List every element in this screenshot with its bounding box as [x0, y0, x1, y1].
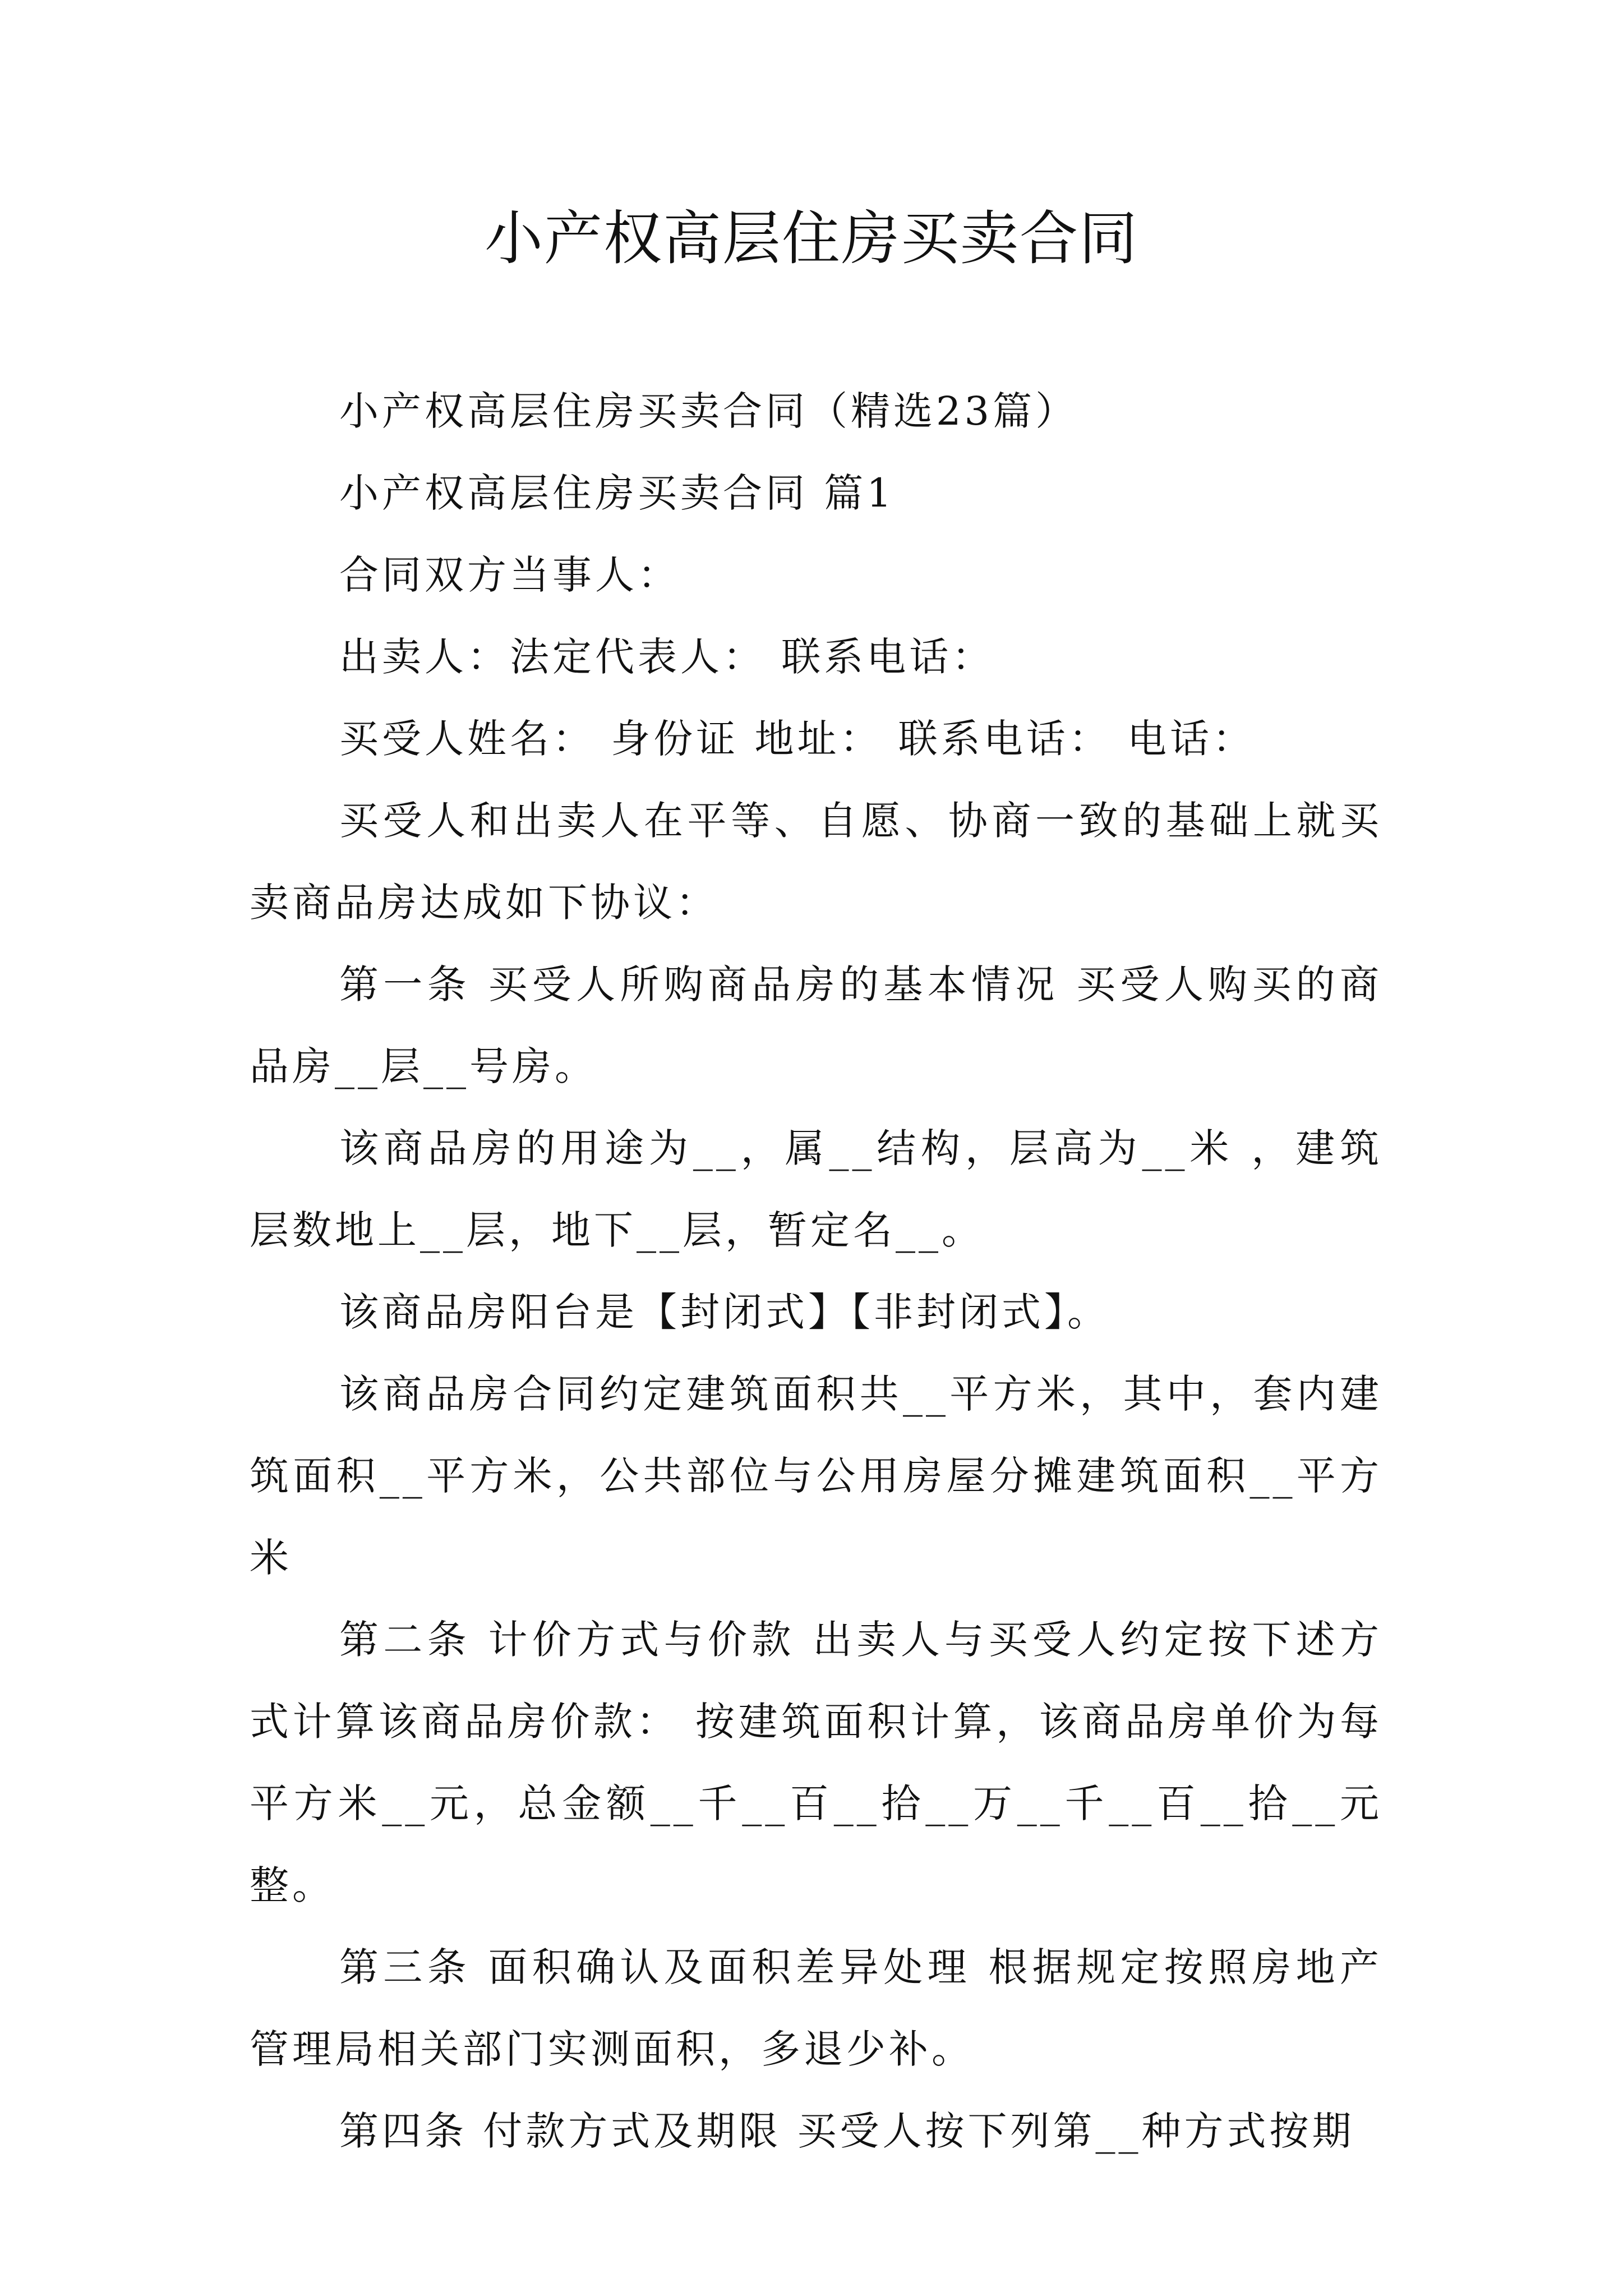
paragraph-area: 该商品房合同约定建筑面积共__平方米，其中，套内建筑面积__平方米，公共部位与公用房屋分摊建筑面积__平方米 — [250, 1371, 1382, 1581]
paragraph-parties: 合同双方当事人： — [339, 552, 680, 598]
paragraph-article-4: 第四条 付款方式及期限 买受人按下列第__种方式按期 — [339, 2108, 1355, 2154]
paragraph-article-2: 第二条 计价方式与价款 出卖人与买受人约定按下述方式计算该商品房价款： 按建筑面积计算，该商品房单价为每平方米__元，总金额__千__百__拾__万__千__百__拾__元整。 — [250, 1617, 1382, 1908]
paragraph-article-3: 第三条 面积确认及面积差异处理 根据规定按照房地产管理局相关部门实测面积，多退少补。 — [250, 1944, 1382, 2072]
paragraph-article-1: 第一条 买受人所购商品房的基本情况 买受人购买的商品房__层__号房。 — [250, 961, 1382, 1089]
paragraph-usage: 该商品房的用途为__，属__结构，层高为__米 ，建筑层数地上__层，地下__层，暂定名__。 — [250, 1125, 1382, 1253]
document-body — [250, 370, 1382, 2172]
paragraph-subtitle: 小产权高层住房买卖合同（精选23篇） — [339, 388, 1078, 434]
paragraph-seller: 出卖人：法定代表人： 联系电话： — [339, 634, 995, 680]
paragraph-agreement: 买受人和出卖人在平等、自愿、协商一致的基础上就买卖商品房达成如下协议： — [250, 798, 1382, 926]
paragraph-section-heading: 小产权高层住房买卖合同 篇1 — [339, 470, 895, 516]
paragraph-balcony: 该商品房阳台是【封闭式】【非封闭式】。 — [339, 1289, 1110, 1335]
paragraph-buyer: 买受人姓名： 身份证 地址： 联系电话： 电话： — [339, 716, 1256, 762]
document-title: 小产权高层住房买卖合同 — [484, 204, 1138, 273]
